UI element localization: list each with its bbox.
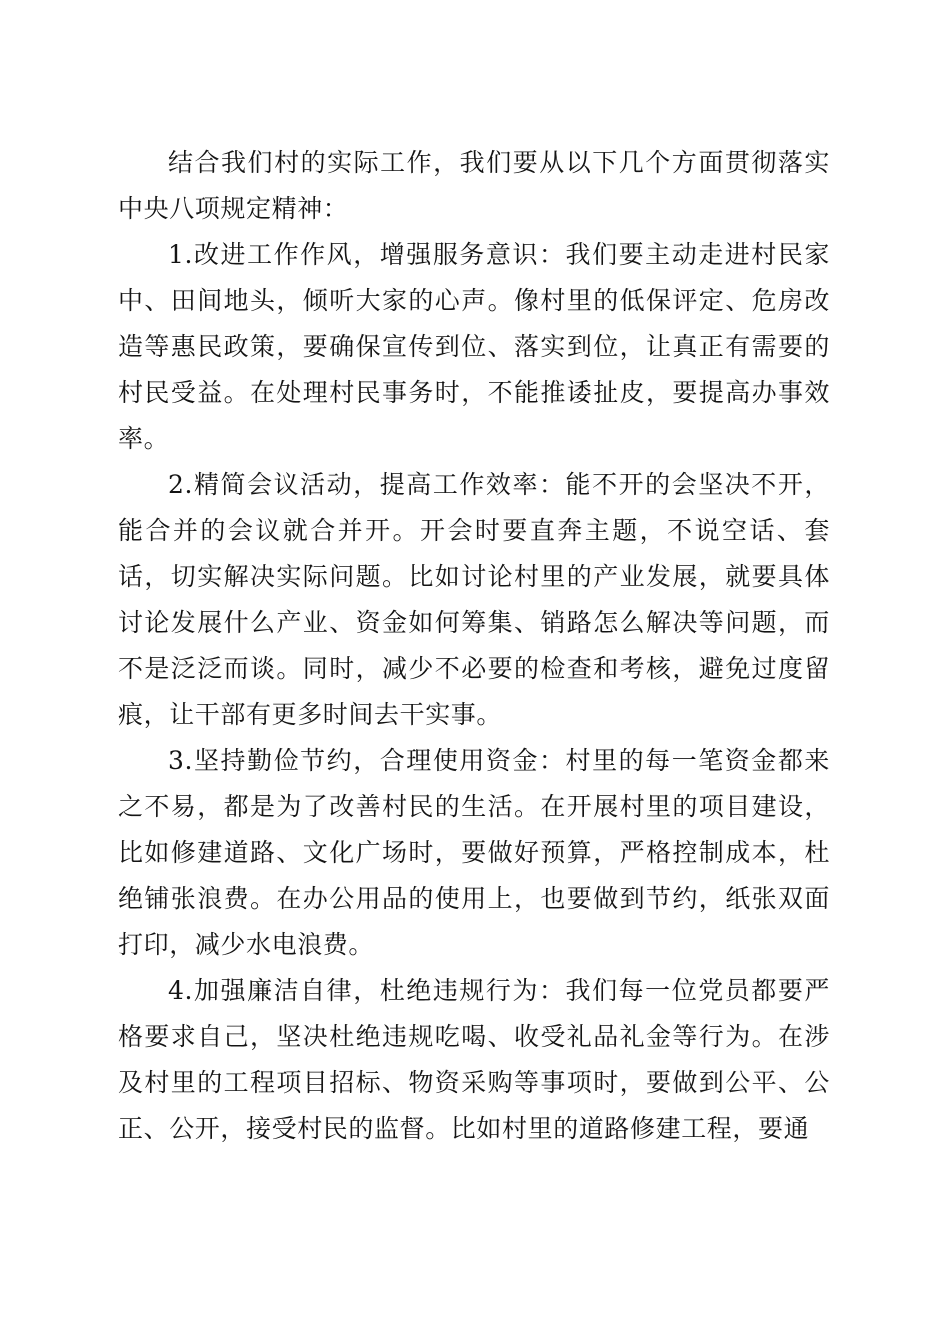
paragraph-intro: 结合我们村的实际工作，我们要从以下几个方面贯彻落实中央八项规定精神：: [118, 148, 830, 223]
paragraph-point-2: 2.精简会议活动，提高工作效率：能不开的会坚决不开，能合并的会议就合并开。开会时要直奔主题，不说空话、套话，切实解决实际问题。比如讨论村里的产业发展，就要具体讨论发展什么产业、资金如何筹集、销路怎么解决等问题，而不是泛泛而谈。同时，减少不必要的检查和考核，避免过度留痕，让干部有更多时间去干实事。: [118, 470, 830, 729]
paragraph-point-3: 3.坚持勤俭节约，合理使用资金：村里的每一笔资金都来之不易，都是为了改善村民的生活。在开展村里的项目建设，比如修建道路、文化广场时，要做好预算，严格控制成本，杜绝铺张浪费。在办公用品的使用上，也要做到节约，纸张双面打印，减少水电浪费。: [118, 746, 830, 959]
paragraph-point-1: 1.改进工作作风，增强服务意识：我们要主动走进村民家中、田间地头，倾听大家的心声。像村里的低保评定、危房改造等惠民政策，要确保宣传到位、落实到位，让真正有需要的村民受益。在处理村民事务时，不能推诿扯皮，要提高办事效率。: [118, 240, 830, 453]
paragraph-point-4: 4.加强廉洁自律，杜绝违规行为：我们每一位党员都要严格要求自己，坚决杜绝违规吃喝、收受礼品礼金等行为。在涉及村里的工程项目招标、物资采购等事项时，要做到公平、公正、公开，接受村民的监督。比如村里的道路修建工程，要通: [118, 976, 830, 1143]
document-body: [118, 140, 830, 1152]
